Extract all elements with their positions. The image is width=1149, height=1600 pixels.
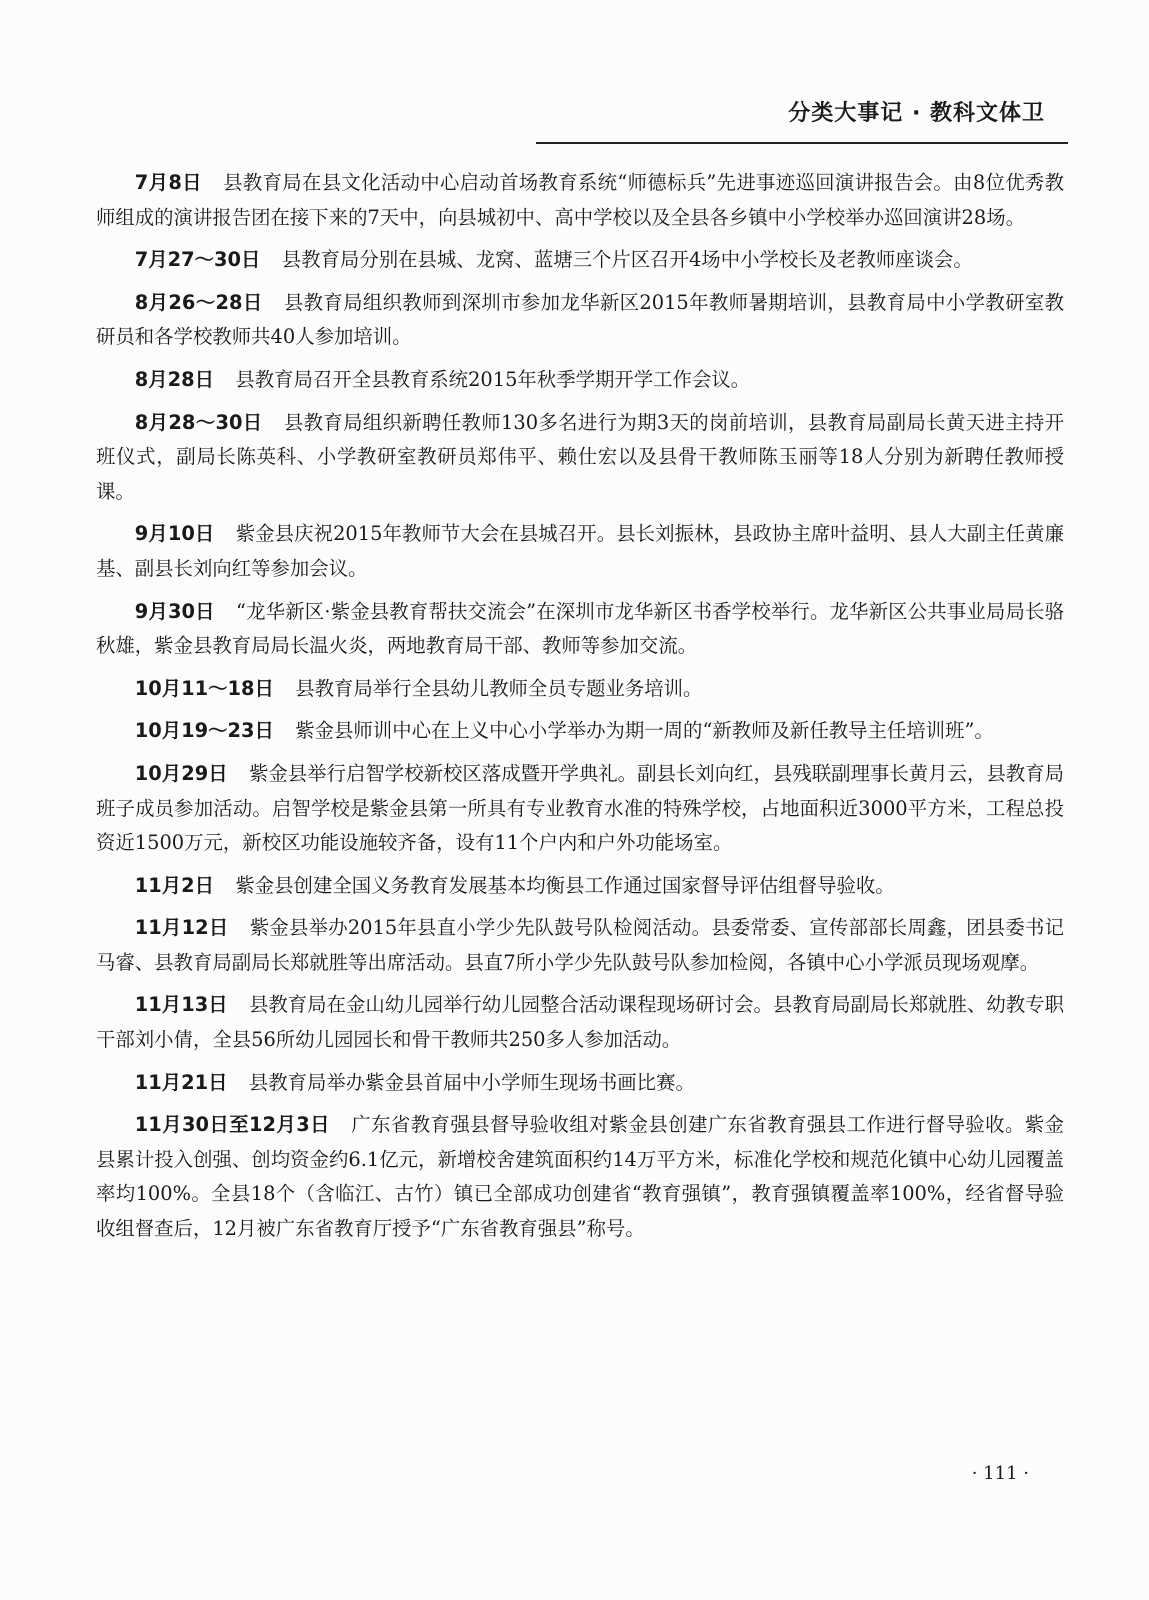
entry-date: 11月12日 xyxy=(134,916,229,940)
entry-date: 7月27～30日 xyxy=(134,248,261,272)
chronicle-body xyxy=(96,166,1064,1255)
entry-text: 广东省教育强县督导验收组对紫金县创建广东省教育强县工作进行督导验收。紫金县累计投入创强、创均资金约6.1亿元，新增校舍建筑面积约14万平方米，标准化学校和规范化镇中心幼儿园覆盖率均100%。全县18个（含临江、古竹）镇已全部成功创建省“教育强镇”，教育强镇覆盖率100%，经省督导验收组督查后，12月被广东省教育厅授予“广东省教育强县”称号。 xyxy=(96,1113,1064,1241)
entry-date: 7月8日 xyxy=(134,171,202,194)
header-rule xyxy=(536,142,1068,144)
entry-text: 县教育局召开全县教育系统2015年秋季学期开学工作会议。 xyxy=(235,367,751,391)
running-header xyxy=(788,96,1045,127)
chronicle-entry xyxy=(96,672,1064,707)
entry-date: 9月30日 xyxy=(134,599,215,623)
chronicle-entry xyxy=(96,714,1064,749)
entry-date: 10月19～23日 xyxy=(134,719,274,743)
entry-text: 紫金县庆祝2015年教师节大会在县城召开。县长刘振林，县政协主席叶益明、县人大副主任黄廉基、副县长刘向红等参加会议。 xyxy=(96,522,1064,580)
chronicle-entry xyxy=(96,406,1064,510)
entry-text: 县教育局分别在县城、龙窝、蓝塘三个片区召开4场中小学校长及老教师座谈会。 xyxy=(281,248,973,272)
entry-text: 县教育局组织新聘任教师130多名进行为期3天的岗前培训，县教育局副局长黄天进主持开班仪式，副局长陈英科、小学教研室教研员郑伟平、赖仕宏以及县骨干教师陈玉丽等18人分别为新聘任教师授课。 xyxy=(96,410,1064,503)
chronicle-entry xyxy=(96,243,1064,278)
entry-text: 县教育局举行全县幼儿教师全员专题业务培训。 xyxy=(295,676,703,700)
chronicle-entry xyxy=(96,363,1064,398)
chronicle-entry xyxy=(96,595,1064,664)
entry-date: 10月11～18日 xyxy=(134,676,274,700)
header-separator: · xyxy=(911,101,922,126)
entry-text: 县教育局举办紫金县首届中小学师生现场书画比赛。 xyxy=(248,1070,695,1094)
entry-text: 县教育局组织教师到深圳市参加龙华新区2015年教师暑期培训，县教育局中小学教研室教研员和各学校教师共40人参加培训。 xyxy=(96,290,1064,349)
chronicle-entry xyxy=(96,1108,1064,1246)
chronicle-entry xyxy=(96,517,1064,586)
entry-date: 8月28日 xyxy=(134,367,215,391)
entry-date: 11月2日 xyxy=(134,873,215,897)
chronicle-entry xyxy=(96,988,1064,1057)
entry-date: 9月10日 xyxy=(134,522,215,546)
entry-date: 8月26～28日 xyxy=(134,290,263,314)
entry-text: 紫金县举行启智学校新校区落成暨开学典礼。副县长刘向红，县残联副理事长黄月云，县教育局班子成员参加活动。启智学校是紫金县第一所具有专业教育水准的特殊学校，占地面积近3000平方米，工程总投资近1500万元，新校区功能设施较齐备，设有11个户内和户外功能场室。 xyxy=(96,761,1065,855)
entry-text: 县教育局在县文化活动中心启动首场教育系统“师德标兵”先进事迹巡回演讲报告会。由8位优秀教师组成的演讲报告团在接下来的7天中，向县城初中、高中学校以及全县各乡镇中小学校举办巡回演讲28场。 xyxy=(96,171,1065,229)
entry-text: “龙华新区·紫金县教育帮扶交流会”在深圳市龙华新区书香学校举行。龙华新区公共事业局局长骆秋雄，紫金县教育局局长温火炎，两地教育局干部、教师等参加交流。 xyxy=(96,599,1064,658)
page-number-dot-right: · xyxy=(1023,1463,1029,1484)
entry-text: 紫金县创建全国义务教育发展基本均衡县工作通过国家督导评估组督导验收。 xyxy=(235,873,895,897)
entry-date: 10月29日 xyxy=(134,761,228,785)
header-subsection: 教科文体卫 xyxy=(929,101,1045,126)
page-number-value: 111 xyxy=(983,1463,1018,1484)
chronicle-entry xyxy=(96,166,1064,235)
chronicle-entry xyxy=(96,869,1064,904)
entry-date: 11月21日 xyxy=(134,1070,228,1094)
chronicle-entry xyxy=(96,757,1064,861)
page-number-dot-left: · xyxy=(971,1463,978,1484)
page-number xyxy=(972,1463,1029,1484)
chronicle-entry xyxy=(96,1066,1064,1101)
entry-date: 11月30日至12月3日 xyxy=(134,1113,330,1137)
header-section: 分类大事记 xyxy=(788,101,904,126)
entry-date: 8月28～30日 xyxy=(134,410,263,434)
chronicle-entry xyxy=(96,911,1064,980)
entry-text: 紫金县举办2015年县直小学少先队鼓号队检阅活动。县委常委、宣传部部长周鑫，团县委书记马睿、县教育局副局长郑就胜等出席活动。县直7所小学少先队鼓号队参加检阅，各镇中心小学派员现场观摩。 xyxy=(96,916,1064,974)
entry-text: 紫金县师训中心在上义中心小学举办为期一周的“新教师及新任教导主任培训班”。 xyxy=(295,719,994,743)
chronicle-entry xyxy=(96,286,1064,355)
entry-text: 县教育局在金山幼儿园举行幼儿园整合活动课程现场研讨会。县教育局副局长郑就胜、幼教专职干部刘小倩，全县56所幼儿园园长和骨干教师共250多人参加活动。 xyxy=(96,993,1065,1052)
entry-date: 11月13日 xyxy=(134,993,228,1017)
